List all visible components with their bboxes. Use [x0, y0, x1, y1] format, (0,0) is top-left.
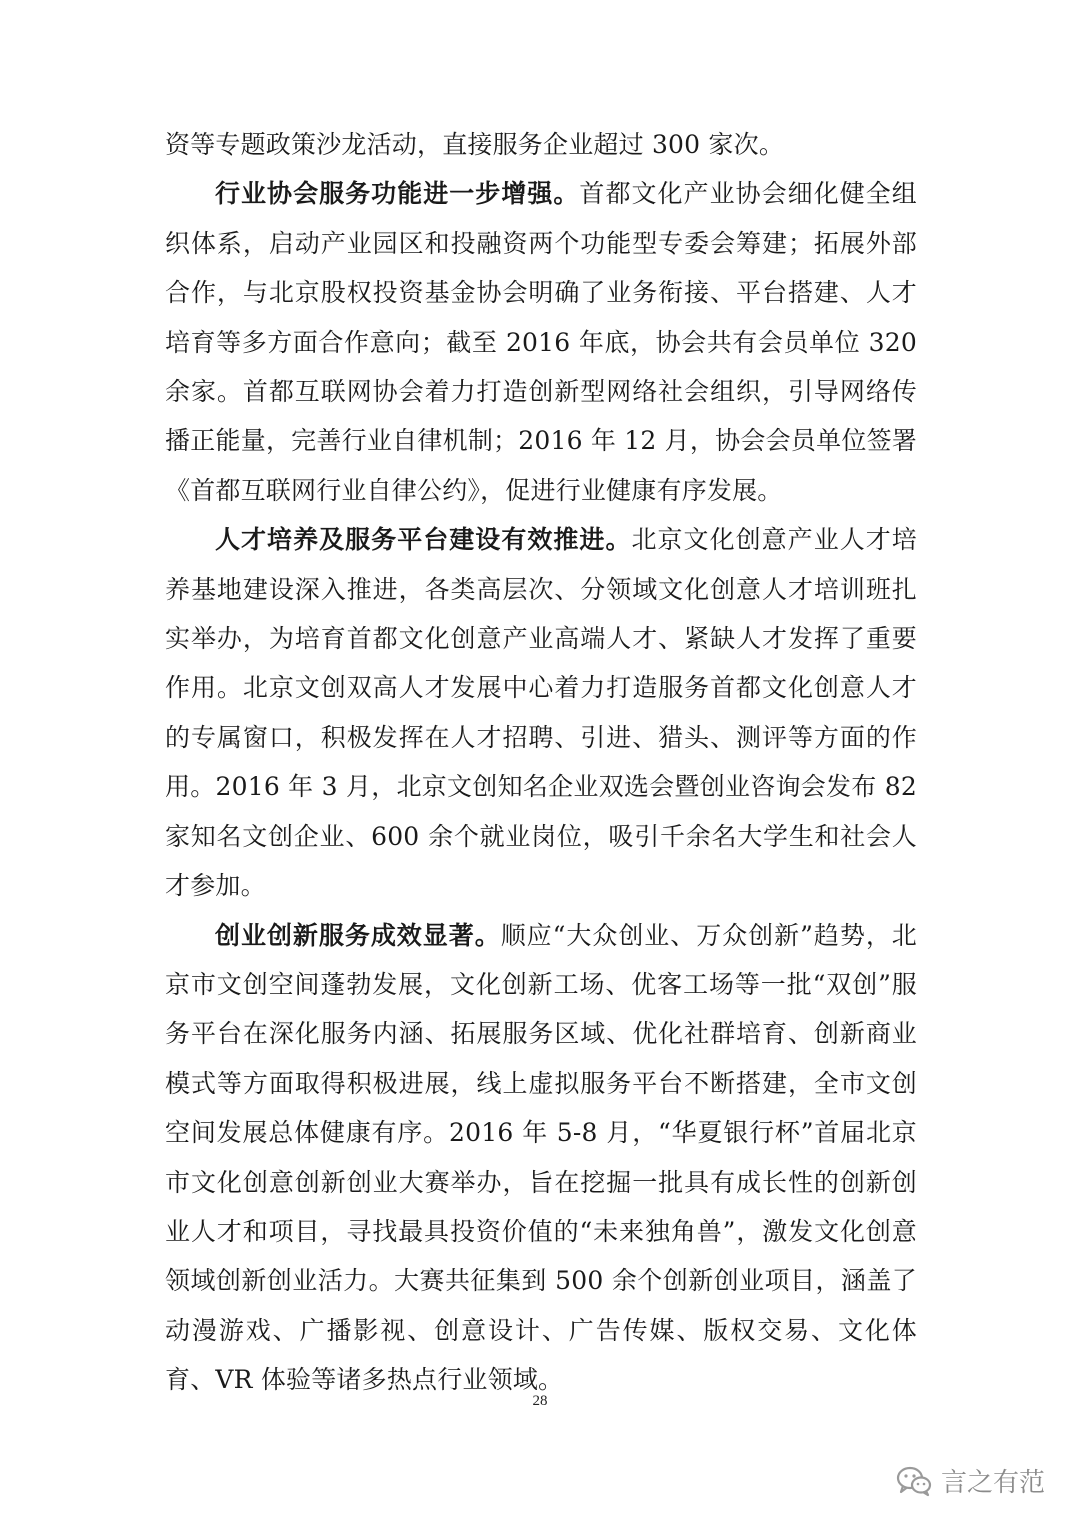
paragraph-lead: 行业协会服务功能进一步增强。: [215, 179, 580, 209]
paragraph-industry-associations: [165, 169, 917, 515]
paragraph-text: 首都文化产业协会细化健全组织体系，启动产业园区和投融资两个功能型专委会筹建；拓展外部合作，与北京股权投资基金协会明确了业务衔接、平台搭建、人才培育等多方面合作意向；截至 2016 年底，协会共有会员单位 320 余家。首都互联网协会着力打造创新型网络社会组织，引导网络传播正能量，完善行业自律机制；2016 年 12 月，协会会员单位签署《首都互联网行业自律公约》，促进行业健康有序发展。: [165, 179, 917, 505]
paragraph-lead: 人才培养及服务平台建设有效推进。: [215, 525, 632, 555]
watermark: [895, 1462, 1045, 1499]
paragraph-talent-cultivation: [165, 515, 917, 910]
page-number: 28: [532, 1393, 548, 1409]
document-body: [165, 120, 917, 1405]
wechat-icon: [895, 1465, 933, 1497]
paragraph-entrepreneurship: [165, 911, 917, 1405]
paragraph-continuation: [165, 120, 917, 169]
watermark-text: 言之有范: [941, 1468, 1046, 1498]
paragraph-lead: 创业创新服务成效显著。: [215, 920, 501, 950]
paragraph-text: 顺应“大众创业、万众创新”趋势，北京市文创空间蓬勃发展，文化创新工场、优客工场等一批“双创”服务平台在深化服务内涵、拓展服务区域、优化社群培育、创新商业模式等方面取得积极进展，线上虚拟服务平台不断搭建，全市文创空间发展总体健康有序。2016 年 5-8 月，“华夏银行杯”首届北京市文化创意创新创业大赛举办，旨在挖掘一批具有成长性的创新创业人才和项目，寻找最具投资价值的“未来独角兽”，激发文化创意领域创新创业活力。大赛共征集到 500 余个创新创业项目，涵盖了动漫游戏、广播影视、创意设计、广告传媒、版权交易、文化体育、VR 体验等诸多热点行业领域。: [165, 920, 917, 1395]
paragraph-text: 北京文化创意产业人才培养基地建设深入推进，各类高层次、分领域文化创意人才培训班扎实举办，为培育首都文化创意产业高端人才、紧缺人才发挥了重要作用。北京文创双高人才发展中心着力打造服务首都文化创意人才的专属窗口，积极发挥在人才招聘、引进、猎头、测评等方面的作用。2016 年 3 月，北京文创知名企业双选会暨创业咨询会发布 82 家知名文创企业、600 余个就业岗位，吸引千余名大学生和社会人才参加。: [165, 525, 918, 901]
paragraph-text: 资等专题政策沙龙活动，直接服务企业超过 300 家次。: [165, 130, 785, 159]
